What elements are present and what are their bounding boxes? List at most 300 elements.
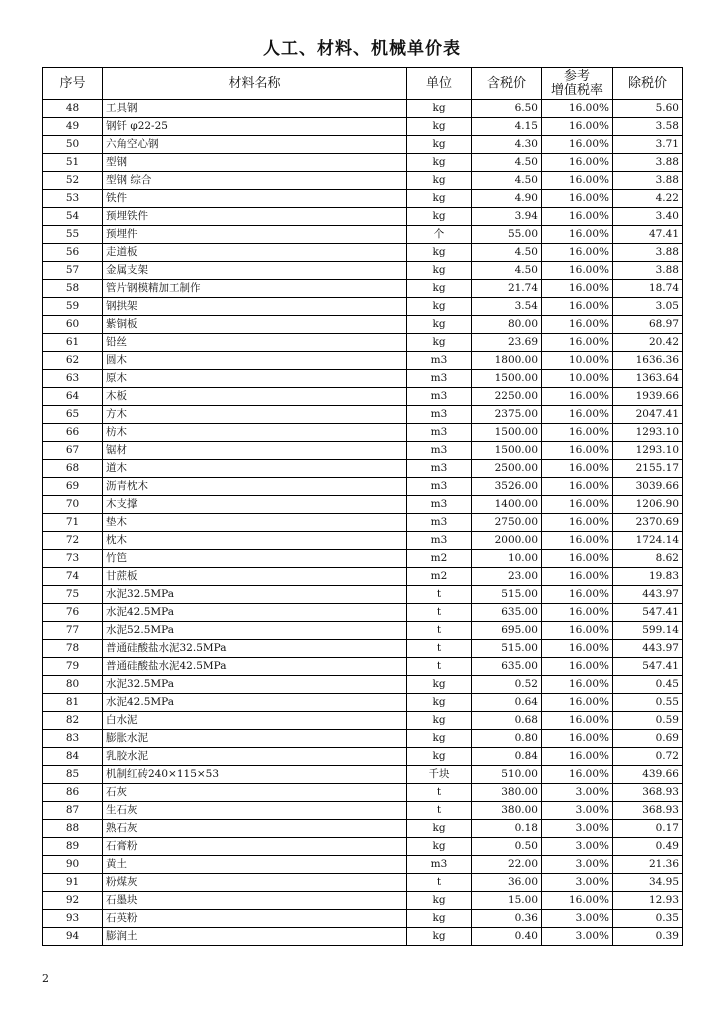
cell-material-name: 石膏粉 [103,838,407,856]
cell-material-name: 甘蔗板 [103,568,407,586]
cell-price-without-tax: 368.93 [613,802,683,820]
cell-price-without-tax: 368.93 [613,784,683,802]
cell-price-with-tax: 4.50 [472,244,542,262]
table-row [43,694,683,712]
cell-tax-rate: 16.00% [542,514,613,532]
cell-tax-rate: 16.00% [542,478,613,496]
cell-price-with-tax: 0.36 [472,910,542,928]
header-unit: 单位 [407,68,472,100]
cell-seq: 85 [43,766,103,784]
cell-price-without-tax: 1636.36 [613,352,683,370]
cell-material-name: 石墨块 [103,892,407,910]
cell-material-name: 铅丝 [103,334,407,352]
cell-tax-rate: 16.00% [542,208,613,226]
table-row [43,154,683,172]
cell-unit: kg [407,262,472,280]
cell-seq: 89 [43,838,103,856]
cell-price-with-tax: 515.00 [472,586,542,604]
cell-tax-rate: 3.00% [542,910,613,928]
cell-price-with-tax: 23.69 [472,334,542,352]
cell-price-without-tax: 3.05 [613,298,683,316]
cell-seq: 81 [43,694,103,712]
cell-material-name: 原木 [103,370,407,388]
cell-unit: kg [407,838,472,856]
cell-seq: 49 [43,118,103,136]
table-row [43,550,683,568]
table-row [43,172,683,190]
cell-price-with-tax: 380.00 [472,784,542,802]
cell-tax-rate: 16.00% [542,154,613,172]
cell-unit: kg [407,694,472,712]
cell-material-name: 管片钢模精加工制作 [103,280,407,298]
cell-unit: t [407,640,472,658]
table-row [43,730,683,748]
cell-tax-rate: 16.00% [542,640,613,658]
cell-unit: kg [407,928,472,946]
cell-material-name: 紫铜板 [103,316,407,334]
cell-price-with-tax: 3.54 [472,298,542,316]
cell-price-with-tax: 695.00 [472,622,542,640]
cell-price-without-tax: 12.93 [613,892,683,910]
page-title: 人工、材料、机械单价表 [263,39,461,59]
cell-material-name: 乳胶水泥 [103,748,407,766]
cell-price-without-tax: 0.39 [613,928,683,946]
cell-unit: kg [407,910,472,928]
cell-price-with-tax: 635.00 [472,604,542,622]
cell-unit: kg [407,118,472,136]
cell-tax-rate: 16.00% [542,550,613,568]
cell-tax-rate: 16.00% [542,226,613,244]
cell-tax-rate: 16.00% [542,136,613,154]
cell-price-without-tax: 3.88 [613,172,683,190]
cell-seq: 65 [43,406,103,424]
table-row [43,226,683,244]
cell-price-without-tax: 1363.64 [613,370,683,388]
cell-material-name: 竹笆 [103,550,407,568]
cell-tax-rate: 16.00% [542,694,613,712]
cell-unit: kg [407,280,472,298]
cell-unit: t [407,658,472,676]
cell-price-without-tax: 443.97 [613,586,683,604]
cell-price-without-tax: 0.17 [613,820,683,838]
header-tax-rate-line2: 增值税率 [550,82,603,98]
table-row [43,208,683,226]
cell-price-with-tax: 635.00 [472,658,542,676]
cell-price-without-tax: 68.97 [613,316,683,334]
cell-price-with-tax: 515.00 [472,640,542,658]
table-row [43,856,683,874]
cell-price-without-tax: 3.88 [613,244,683,262]
cell-price-without-tax: 547.41 [613,604,683,622]
cell-unit: kg [407,190,472,208]
cell-seq: 56 [43,244,103,262]
table-row [43,478,683,496]
cell-material-name: 铁件 [103,190,407,208]
table-row [43,352,683,370]
table-row [43,928,683,946]
cell-price-with-tax: 0.52 [472,676,542,694]
cell-price-without-tax: 5.60 [613,100,683,118]
cell-tax-rate: 3.00% [542,802,613,820]
cell-price-with-tax: 4.15 [472,118,542,136]
table-row [43,622,683,640]
cell-seq: 92 [43,892,103,910]
cell-unit: t [407,874,472,892]
cell-seq: 74 [43,568,103,586]
cell-price-with-tax: 1500.00 [472,442,542,460]
header-material-name: 材料名称 [103,68,407,100]
cell-price-without-tax: 8.62 [613,550,683,568]
cell-seq: 84 [43,748,103,766]
cell-material-name: 走道板 [103,244,407,262]
cell-price-without-tax: 1206.90 [613,496,683,514]
cell-price-without-tax: 443.97 [613,640,683,658]
cell-material-name: 沥青枕木 [103,478,407,496]
table-row [43,118,683,136]
cell-price-without-tax: 2047.41 [613,406,683,424]
cell-seq: 73 [43,550,103,568]
cell-price-with-tax: 4.50 [472,172,542,190]
cell-unit: kg [407,730,472,748]
cell-seq: 72 [43,532,103,550]
table-row [43,640,683,658]
cell-price-with-tax: 1500.00 [472,424,542,442]
cell-material-name: 水泥42.5MPa [103,694,407,712]
cell-material-name: 预埋铁件 [103,208,407,226]
cell-seq: 78 [43,640,103,658]
cell-material-name: 枋木 [103,424,407,442]
cell-price-with-tax: 6.50 [472,100,542,118]
cell-material-name: 型钢 [103,154,407,172]
table-row [43,712,683,730]
cell-material-name: 木板 [103,388,407,406]
cell-seq: 94 [43,928,103,946]
cell-price-with-tax: 3.94 [472,208,542,226]
cell-seq: 76 [43,604,103,622]
cell-price-with-tax: 0.50 [472,838,542,856]
cell-material-name: 方木 [103,406,407,424]
cell-material-name: 金属支架 [103,262,407,280]
cell-price-without-tax: 1293.10 [613,424,683,442]
table-row [43,298,683,316]
cell-price-with-tax: 2250.00 [472,388,542,406]
cell-seq: 60 [43,316,103,334]
cell-price-with-tax: 0.84 [472,748,542,766]
cell-tax-rate: 16.00% [542,604,613,622]
cell-price-without-tax: 34.95 [613,874,683,892]
cell-seq: 48 [43,100,103,118]
table-row [43,244,683,262]
cell-unit: m3 [407,352,472,370]
cell-price-with-tax: 0.18 [472,820,542,838]
cell-material-name: 枕木 [103,532,407,550]
cell-price-with-tax: 0.40 [472,928,542,946]
cell-tax-rate: 16.00% [542,118,613,136]
cell-unit: kg [407,100,472,118]
cell-material-name: 粉煤灰 [103,874,407,892]
cell-price-with-tax: 23.00 [472,568,542,586]
cell-price-without-tax: 0.69 [613,730,683,748]
cell-seq: 87 [43,802,103,820]
cell-price-without-tax: 3.58 [613,118,683,136]
cell-unit: m3 [407,406,472,424]
cell-unit: t [407,604,472,622]
cell-price-without-tax: 0.35 [613,910,683,928]
cell-price-without-tax: 1939.66 [613,388,683,406]
table-row [43,100,683,118]
cell-seq: 86 [43,784,103,802]
cell-price-with-tax: 2500.00 [472,460,542,478]
cell-price-without-tax: 47.41 [613,226,683,244]
cell-tax-rate: 16.00% [542,568,613,586]
cell-unit: kg [407,820,472,838]
cell-seq: 82 [43,712,103,730]
cell-tax-rate: 16.00% [542,532,613,550]
cell-price-without-tax: 547.41 [613,658,683,676]
cell-price-without-tax: 0.72 [613,748,683,766]
cell-unit: m2 [407,568,472,586]
cell-price-without-tax: 0.45 [613,676,683,694]
cell-seq: 90 [43,856,103,874]
cell-seq: 67 [43,442,103,460]
table-row [43,514,683,532]
cell-price-with-tax: 2750.00 [472,514,542,532]
cell-price-without-tax: 0.49 [613,838,683,856]
cell-price-without-tax: 3.40 [613,208,683,226]
cell-material-name: 石英粉 [103,910,407,928]
cell-price-with-tax: 4.30 [472,136,542,154]
cell-tax-rate: 16.00% [542,712,613,730]
cell-tax-rate: 16.00% [542,586,613,604]
cell-material-name: 黄土 [103,856,407,874]
cell-tax-rate: 16.00% [542,730,613,748]
cell-unit: kg [407,298,472,316]
cell-seq: 63 [43,370,103,388]
cell-unit: m3 [407,442,472,460]
cell-price-with-tax: 36.00 [472,874,542,892]
cell-tax-rate: 3.00% [542,928,613,946]
cell-unit: 千块 [407,766,472,784]
cell-price-with-tax: 55.00 [472,226,542,244]
cell-unit: kg [407,892,472,910]
table-row [43,280,683,298]
cell-seq: 66 [43,424,103,442]
table-row [43,586,683,604]
cell-material-name: 生石灰 [103,802,407,820]
table-row [43,604,683,622]
cell-material-name: 圆木 [103,352,407,370]
cell-tax-rate: 16.00% [542,316,613,334]
cell-material-name: 锯材 [103,442,407,460]
cell-seq: 51 [43,154,103,172]
cell-unit: kg [407,154,472,172]
table-row [43,388,683,406]
cell-tax-rate: 16.00% [542,280,613,298]
cell-material-name: 道木 [103,460,407,478]
table-row [43,838,683,856]
cell-unit: 个 [407,226,472,244]
cell-price-with-tax: 21.74 [472,280,542,298]
table-row [43,658,683,676]
table-row [43,496,683,514]
cell-tax-rate: 16.00% [542,172,613,190]
cell-seq: 58 [43,280,103,298]
cell-seq: 59 [43,298,103,316]
cell-unit: m3 [407,532,472,550]
cell-unit: m3 [407,514,472,532]
table-row [43,334,683,352]
cell-unit: kg [407,748,472,766]
cell-price-with-tax: 3526.00 [472,478,542,496]
cell-seq: 53 [43,190,103,208]
cell-seq: 52 [43,172,103,190]
cell-tax-rate: 16.00% [542,406,613,424]
header-tax-rate [542,68,613,100]
table-row [43,892,683,910]
cell-material-name: 熟石灰 [103,820,407,838]
cell-price-with-tax: 22.00 [472,856,542,874]
cell-price-without-tax: 0.55 [613,694,683,712]
cell-material-name: 白水泥 [103,712,407,730]
cell-material-name: 工具钢 [103,100,407,118]
cell-tax-rate: 16.00% [542,388,613,406]
cell-material-name: 普通硅酸盐水泥32.5MPa [103,640,407,658]
cell-price-without-tax: 599.14 [613,622,683,640]
cell-unit: kg [407,244,472,262]
cell-material-name: 型钢 综合 [103,172,407,190]
cell-price-without-tax: 439.66 [613,766,683,784]
cell-seq: 93 [43,910,103,928]
table-row [43,784,683,802]
cell-price-with-tax: 4.50 [472,154,542,172]
cell-material-name: 石灰 [103,784,407,802]
cell-unit: kg [407,316,472,334]
table-row [43,406,683,424]
cell-price-without-tax: 0.59 [613,712,683,730]
cell-seq: 88 [43,820,103,838]
cell-unit: kg [407,712,472,730]
cell-price-without-tax: 1724.14 [613,532,683,550]
cell-material-name: 普通硅酸盐水泥42.5MPa [103,658,407,676]
cell-seq: 77 [43,622,103,640]
cell-price-with-tax: 80.00 [472,316,542,334]
cell-unit: m2 [407,550,472,568]
cell-unit: m3 [407,370,472,388]
cell-price-with-tax: 0.80 [472,730,542,748]
cell-tax-rate: 16.00% [542,334,613,352]
table-row [43,424,683,442]
cell-tax-rate: 16.00% [542,748,613,766]
cell-unit: m3 [407,856,472,874]
cell-price-without-tax: 18.74 [613,280,683,298]
cell-tax-rate: 16.00% [542,442,613,460]
cell-seq: 83 [43,730,103,748]
cell-tax-rate: 16.00% [542,298,613,316]
cell-tax-rate: 16.00% [542,892,613,910]
table-row [43,136,683,154]
table-row [43,766,683,784]
table-row [43,316,683,334]
price-table [42,67,683,946]
cell-unit: kg [407,676,472,694]
cell-unit: t [407,784,472,802]
table-row [43,460,683,478]
cell-seq: 64 [43,388,103,406]
cell-price-with-tax: 10.00 [472,550,542,568]
table-row [43,442,683,460]
cell-price-with-tax: 2000.00 [472,532,542,550]
cell-price-without-tax: 3.88 [613,154,683,172]
cell-tax-rate: 3.00% [542,784,613,802]
cell-tax-rate: 16.00% [542,676,613,694]
cell-seq: 54 [43,208,103,226]
cell-material-name: 垫木 [103,514,407,532]
header-tax-rate-line1: 参考 [563,68,590,84]
cell-unit: t [407,622,472,640]
cell-unit: t [407,802,472,820]
cell-seq: 57 [43,262,103,280]
cell-tax-rate: 16.00% [542,766,613,784]
cell-material-name: 水泥52.5MPa [103,622,407,640]
cell-price-with-tax: 4.90 [472,190,542,208]
cell-unit: m3 [407,460,472,478]
cell-unit: m3 [407,388,472,406]
cell-tax-rate: 3.00% [542,856,613,874]
header-price-without-tax: 除税价 [613,68,683,100]
cell-material-name: 膨胀水泥 [103,730,407,748]
cell-price-without-tax: 4.22 [613,190,683,208]
cell-tax-rate: 10.00% [542,352,613,370]
cell-seq: 75 [43,586,103,604]
cell-tax-rate: 16.00% [542,190,613,208]
cell-price-with-tax: 4.50 [472,262,542,280]
cell-seq: 80 [43,676,103,694]
cell-unit: kg [407,136,472,154]
cell-material-name: 膨润土 [103,928,407,946]
cell-unit: m3 [407,496,472,514]
cell-tax-rate: 16.00% [542,262,613,280]
table-row [43,910,683,928]
cell-price-without-tax: 21.36 [613,856,683,874]
cell-material-name: 水泥42.5MPa [103,604,407,622]
cell-price-with-tax: 15.00 [472,892,542,910]
cell-tax-rate: 16.00% [542,658,613,676]
cell-price-without-tax: 3.88 [613,262,683,280]
table-header-row [43,68,683,100]
cell-tax-rate: 16.00% [542,244,613,262]
table-row [43,370,683,388]
cell-price-with-tax: 380.00 [472,802,542,820]
cell-tax-rate: 16.00% [542,100,613,118]
cell-material-name: 木支撑 [103,496,407,514]
cell-seq: 62 [43,352,103,370]
cell-tax-rate: 16.00% [542,496,613,514]
cell-seq: 69 [43,478,103,496]
cell-tax-rate: 16.00% [542,622,613,640]
cell-material-name: 六角空心钢 [103,136,407,154]
cell-price-without-tax: 2370.69 [613,514,683,532]
cell-unit: kg [407,334,472,352]
cell-unit: m3 [407,478,472,496]
cell-price-with-tax: 2375.00 [472,406,542,424]
table-row [43,676,683,694]
cell-price-with-tax: 1400.00 [472,496,542,514]
cell-seq: 91 [43,874,103,892]
page-number: 2 [42,972,49,985]
cell-tax-rate: 16.00% [542,424,613,442]
cell-price-with-tax: 1800.00 [472,352,542,370]
cell-price-without-tax: 19.83 [613,568,683,586]
